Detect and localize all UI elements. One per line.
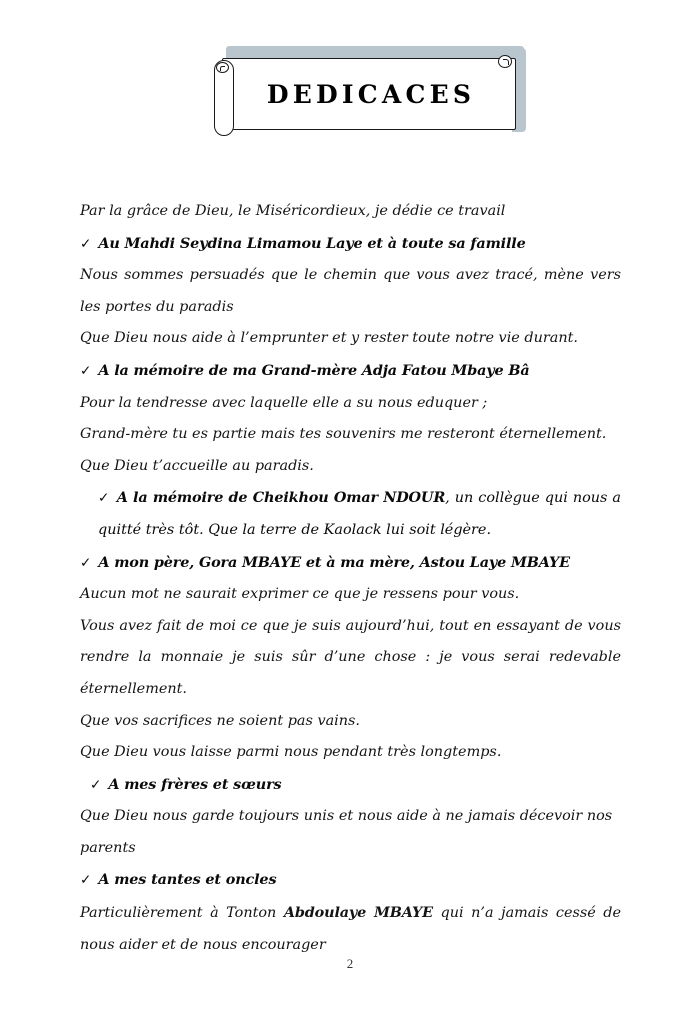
check-icon: ✓ (98, 490, 110, 507)
page-number: 2 (346, 956, 354, 971)
dedication-bullet-item (80, 355, 621, 388)
dedication-paragraph: Grand-mère tu es partie mais tes souvenirs me resteront éternellement. (80, 426, 607, 443)
dedication-bullet-item (80, 547, 621, 580)
paragraph-emphasis-name: Abdoulaye MBAYE (283, 904, 434, 922)
bullet-heading-text: A mes frères et sœurs (108, 775, 282, 793)
check-icon: ✓ (80, 872, 92, 889)
dedication-bullet-item (80, 482, 621, 546)
dedication-paragraph: Que vos sacrifices ne soient pas vains. (80, 712, 360, 729)
bullet-heading-text: Au Mahdi Seydina Limamou Laye et à toute sa famille (98, 234, 526, 252)
dedication-paragraph: Que Dieu vous laisse parmi nous pendant très longtemps. (80, 744, 502, 761)
dedication-paragraph: Vous avez fait de moi ce que je suis aujourd’hui, tout en essayant de vous rendre la monnaie je suis sûr d’une chose : je vous serai redevable éternellement. (80, 617, 621, 697)
bullet-heading-text: A la mémoire de ma Grand-mère Adja Fatou Mbaye Bâ (98, 361, 530, 379)
dedicaces-scroll-banner (212, 46, 528, 136)
bullet-heading-text: A mon père, Gora MBAYE et à ma mère, Astou Laye MBAYE (98, 553, 570, 571)
check-icon: ✓ (80, 235, 92, 252)
dedication-paragraph: Par la grâce de Dieu, le Miséricordieux, je dédie ce travail (80, 203, 506, 219)
check-icon: ✓ (80, 362, 92, 379)
check-icon: ✓ (90, 776, 102, 793)
dedication-paragraph: Que Dieu t’accueille au paradis. (80, 457, 314, 474)
bullet-trailing-text: , un collègue qui nous a quitté très tôt. Que la terre de Kaolack lui soit légère. (98, 490, 622, 538)
dedication-paragraph: Pour la tendresse avec laquelle elle a su nous eduquer ; (80, 394, 488, 411)
banner-shadow-top (226, 46, 524, 58)
bullet-heading-text: A mes tantes et oncles (98, 871, 277, 889)
dedication-paragraph: Que Dieu nous aide à l’emprunter et y rester toute notre vie durant. (80, 330, 578, 347)
dedication-bullet-item (80, 228, 621, 261)
dedication-bullet-item (80, 769, 621, 802)
bullet-heading-text: A la mémoire de Cheikhou Omar NDOUR (116, 489, 446, 507)
dedication-body (80, 196, 621, 961)
page-title: DEDICACES (266, 79, 476, 109)
dedication-paragraph: Nous sommes persuadés que le chemin que vous avez tracé, mène vers les portes du paradis (80, 267, 621, 315)
dedication-paragraph: Aucun mot ne saurait exprimer ce que je ressens pour vous. (80, 586, 520, 603)
paragraph-trailing-text: qui n’a jamais cessé de nous aider et de nous encourager (80, 905, 622, 953)
dedication-paragraph: Que Dieu nous garde toujours unis et nous aide à ne jamais décevoir nos parents (80, 808, 613, 856)
dedication-bullet-item (80, 864, 621, 897)
dedication-paragraph (80, 897, 621, 961)
check-icon: ✓ (80, 554, 92, 571)
paragraph-lead-text: Particulièrement à Tonton (80, 905, 284, 922)
